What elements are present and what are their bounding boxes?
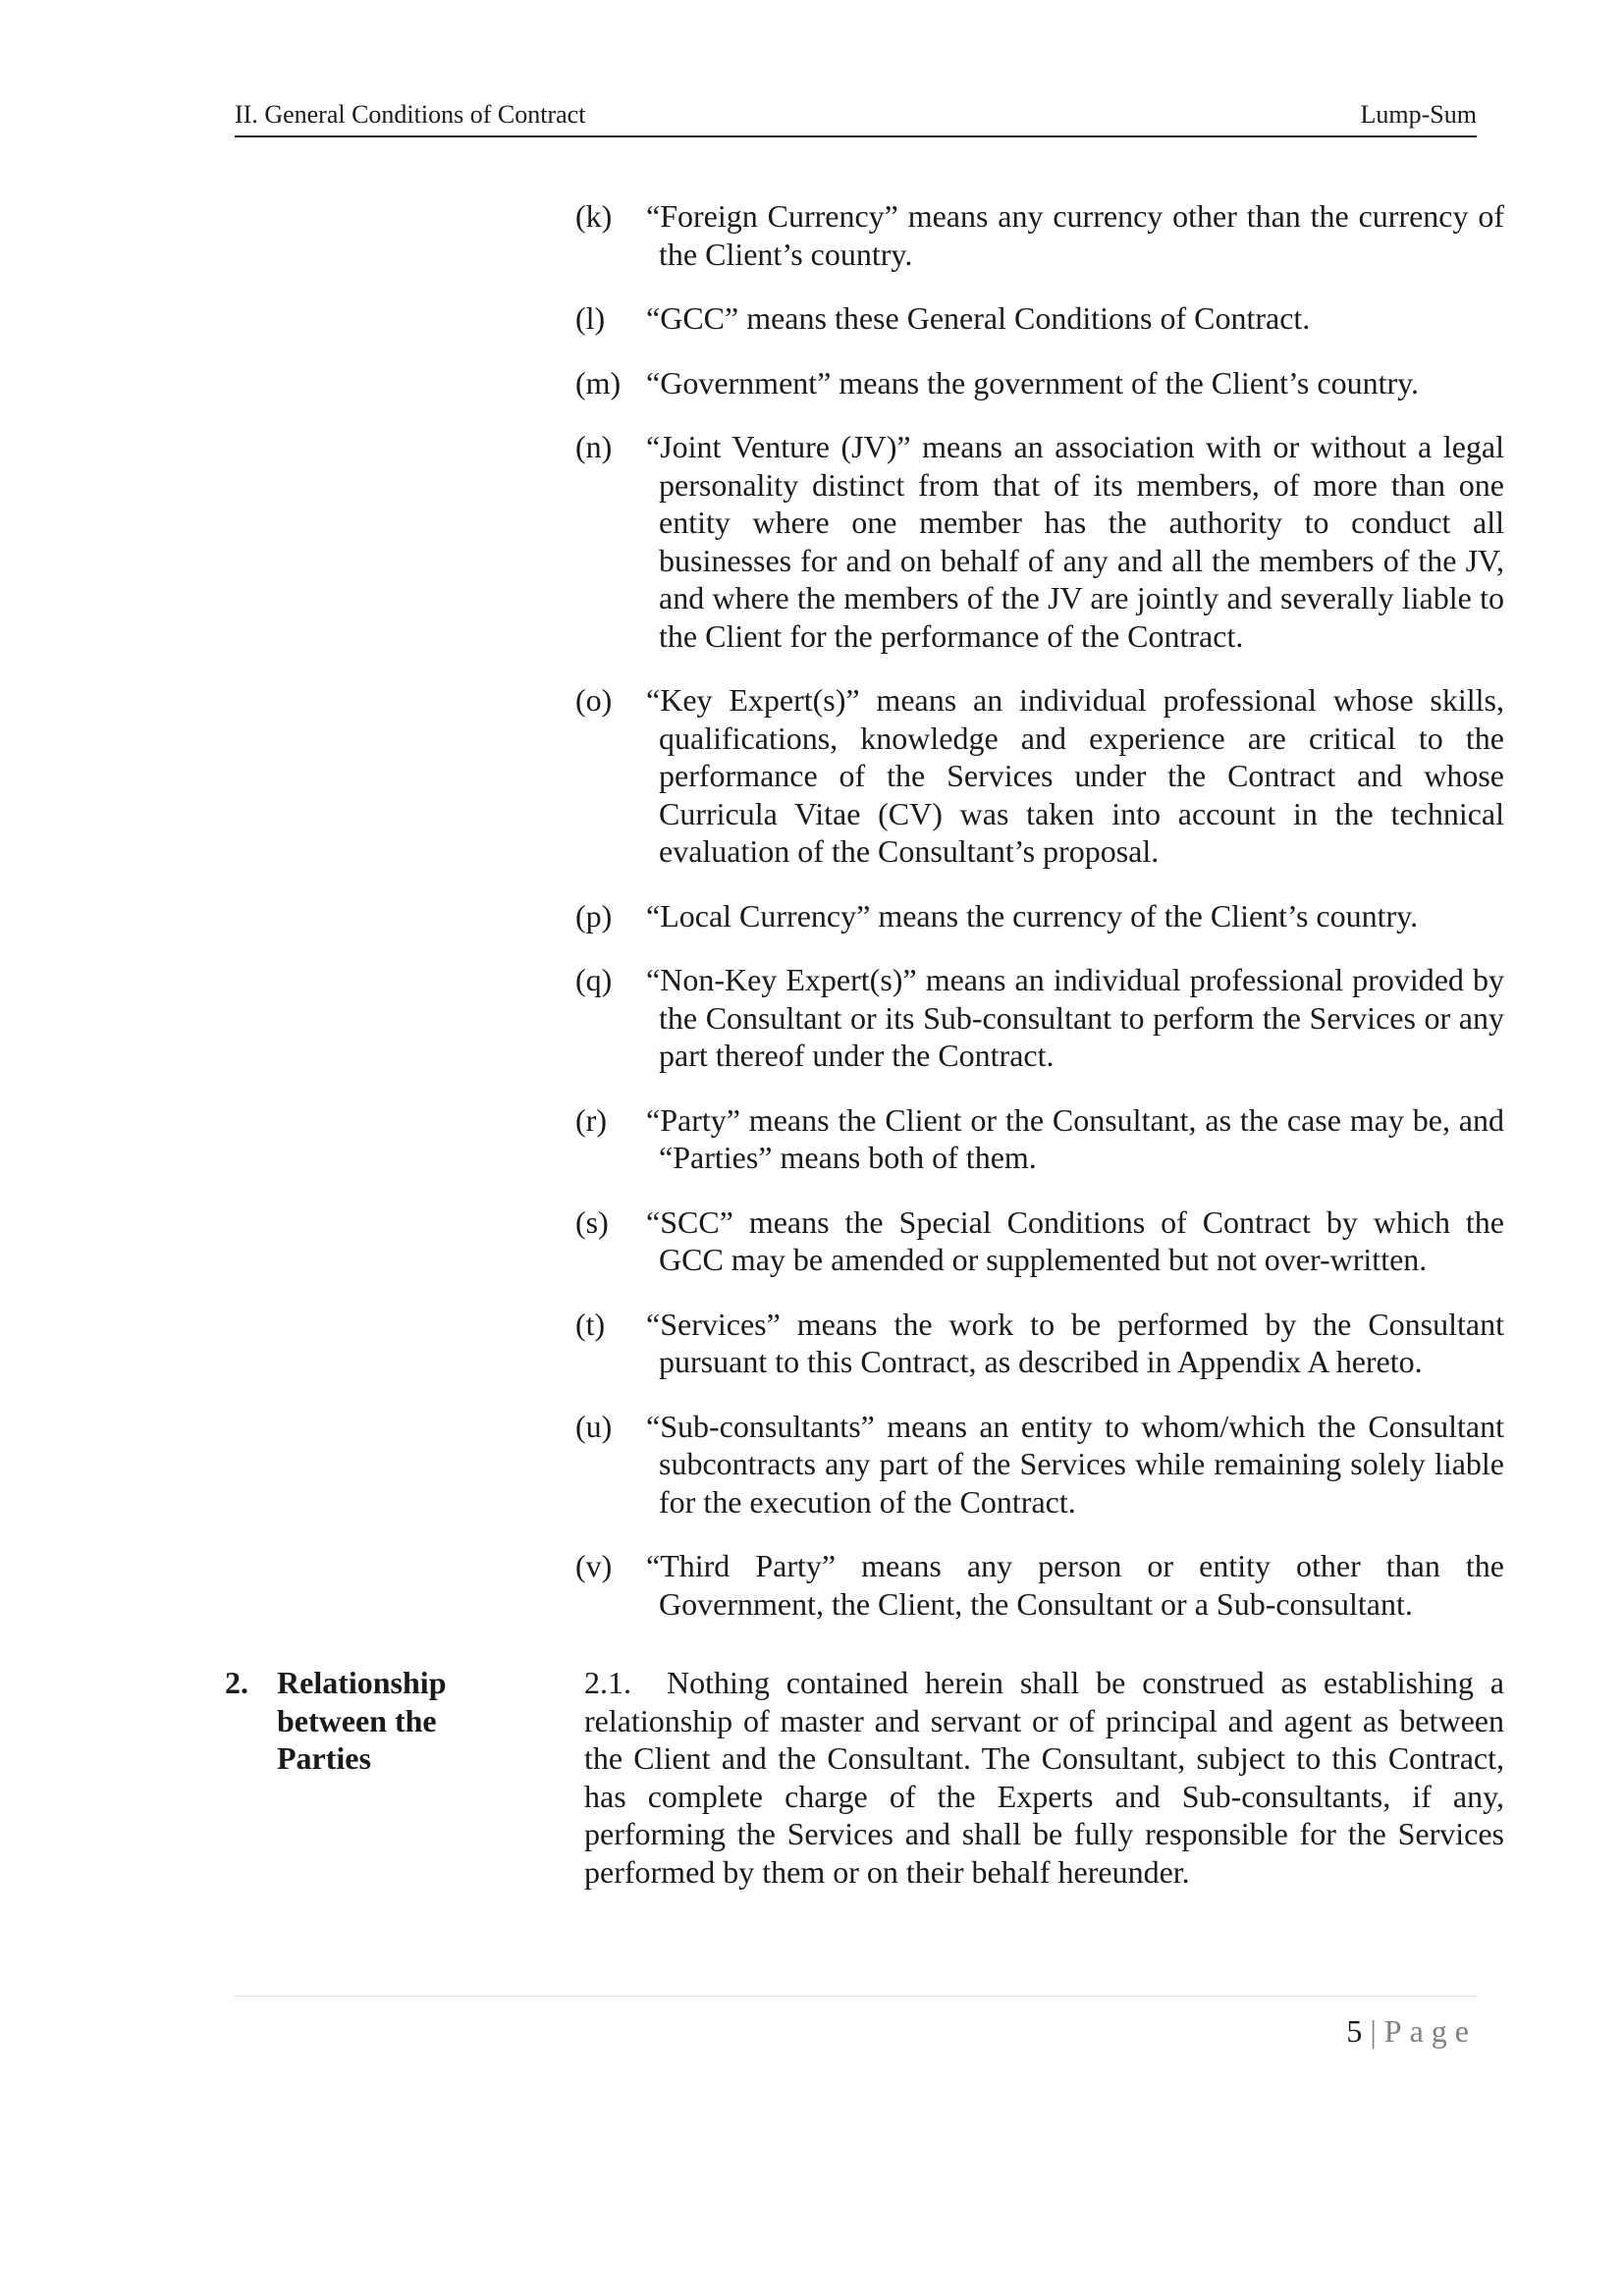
definition-item (575, 1203, 1504, 1279)
clause-paragraph (584, 1664, 1504, 1891)
definition-item (575, 1408, 1504, 1522)
definition-label: (s) (575, 1203, 609, 1240)
definition-label: (t) (575, 1306, 606, 1342)
page-number-block (1346, 2013, 1477, 2049)
header-document-title: II. General Conditions of Contract (235, 100, 586, 129)
definition-label: (o) (575, 682, 613, 718)
definitions-list (575, 197, 1504, 1649)
definition-text: “Joint Venture (JV)” means an association with or without a legal personality distinct from that of its members, of more than one entity where one member has the authority to conduct all businesses for and on behalf of any and all the members of the JV, and where the members of the JV are jointly and severally liable to the Client for the performance of the Contract. (646, 429, 1504, 654)
definition-item (575, 1101, 1504, 1177)
definition-label: (u) (575, 1408, 613, 1444)
definition-item (575, 428, 1504, 655)
clause-number: 2.1. (584, 1665, 631, 1700)
page-footer (235, 1996, 1477, 2049)
definition-item (575, 197, 1504, 273)
definition-text: “Local Currency” means the currency of the Client’s country. (646, 897, 1419, 934)
definition-text: “Foreign Currency” means any currency other than the currency of the Client’s country. (646, 198, 1504, 272)
clause-text: Nothing contained herein shall be construed as establishing a relationship of master and servant or of principal and agent as between the Client and the Consultant. The Consultant, subject to this Contract, has complete charge of the Experts and Sub-consultants, if any, performing the Services and shall be fully responsible for the Services performed by them or on their behalf hereunder. (584, 1665, 1504, 1890)
page-word: Page (1383, 2013, 1477, 2049)
definition-label: (k) (575, 198, 613, 234)
definition-item (575, 961, 1504, 1075)
definition-label: (n) (575, 429, 613, 464)
definition-item (575, 299, 1504, 338)
definition-label: (p) (575, 897, 613, 934)
definition-label: (q) (575, 962, 613, 997)
definition-item (575, 1547, 1504, 1623)
definition-label: (r) (575, 1101, 607, 1138)
section-title: Relationship between the Parties (277, 1665, 447, 1776)
definition-text: “Key Expert(s)” means an individual professional whose skills, qualifications, knowledge and experience are critical to the performance of the Services under the Contract and whose Curricula Vitae (CV) was taken into account in the technical evaluation of the Consultant’s proposal. (646, 682, 1504, 869)
definition-item (575, 1306, 1504, 1381)
page-number: 5 (1346, 2013, 1363, 2049)
definition-text: “Government” means the government of the Client’s country. (646, 364, 1420, 400)
definition-label: (m) (575, 364, 622, 400)
definition-text: “Sub-consultants” means an entity to whom/which the Consultant subcontracts any part of the Services while remaining solely liable for the execution of the Contract. (646, 1408, 1504, 1520)
definition-text: “Third Party” means any person or entity other than the Government, the Client, the Consultant or a Sub-consultant. (646, 1548, 1504, 1622)
definition-text: “SCC” means the Special Conditions of Contract by which the GCC may be amended or supplemented but not over-written. (646, 1203, 1504, 1277)
definition-item (575, 897, 1504, 935)
definition-label: (v) (575, 1548, 613, 1583)
page-separator: | (1370, 2013, 1377, 2049)
definition-text: “Party” means the Client or the Consultant, as the case may be, and “Parties” means both of them. (646, 1101, 1504, 1175)
section-number: 2. (225, 1665, 248, 1700)
page-header (235, 98, 1477, 137)
definition-text: “Non-Key Expert(s)” means an individual professional provided by the Consultant or its Sub-consultant to perform the Services or any part thereof under the Contract. (646, 962, 1504, 1073)
definition-label: (l) (575, 300, 606, 336)
definition-item (575, 681, 1504, 871)
definition-text: “GCC” means these General Conditions of Contract. (646, 300, 1311, 336)
definition-item (575, 364, 1504, 402)
header-contract-type: Lump-Sum (1360, 100, 1477, 129)
definition-text: “Services” means the work to be performed by the Consultant pursuant to this Contract, as described in Appendix A hereto. (646, 1306, 1504, 1379)
